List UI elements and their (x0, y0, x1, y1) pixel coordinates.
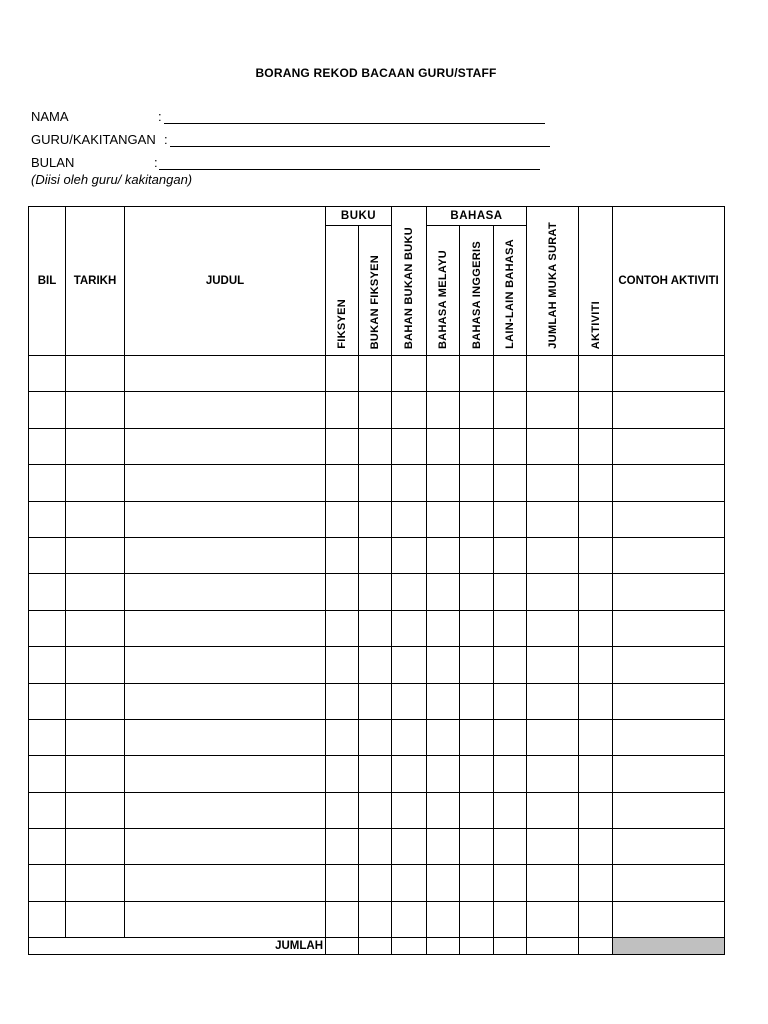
table-cell[interactable] (427, 392, 460, 428)
table-cell[interactable] (494, 574, 527, 610)
table-cell[interactable] (392, 428, 427, 464)
table-cell[interactable] (527, 537, 579, 573)
table-cell[interactable] (125, 865, 326, 901)
table-cell[interactable] (29, 610, 66, 646)
header-bahasa: BAHASA (427, 207, 527, 226)
table-cell[interactable] (29, 647, 66, 683)
table-cell[interactable] (613, 392, 725, 428)
table-cell[interactable] (579, 756, 613, 792)
table-cell[interactable] (494, 392, 527, 428)
header-aktiviti (579, 207, 613, 356)
table-cell[interactable] (579, 719, 613, 755)
header-aktiviti-text: AKTIVITI (589, 300, 602, 349)
table-cell[interactable] (326, 865, 359, 901)
table-cell[interactable] (579, 792, 613, 828)
table-cell[interactable] (359, 574, 392, 610)
table-cell[interactable] (427, 574, 460, 610)
table-cell[interactable] (494, 683, 527, 719)
table-cell[interactable] (579, 610, 613, 646)
table-cell[interactable] (494, 501, 527, 537)
table-cell[interactable] (359, 465, 392, 501)
table-cell[interactable] (613, 574, 725, 610)
table-cell[interactable] (427, 428, 460, 464)
table-cell[interactable] (29, 829, 66, 865)
total-cell[interactable] (527, 938, 579, 955)
table-cell[interactable] (579, 356, 613, 392)
total-label: JUMLAH (29, 938, 326, 955)
table-cell[interactable] (66, 829, 125, 865)
table-cell[interactable] (326, 428, 359, 464)
table-cell[interactable] (579, 465, 613, 501)
field-nama (31, 109, 162, 124)
table-row (29, 683, 725, 719)
table-cell[interactable] (125, 719, 326, 755)
table-row (29, 792, 725, 828)
table-row (29, 465, 725, 501)
header-bahasa-melayu-text: BAHASA MELAYU (437, 249, 450, 349)
table-row (29, 501, 725, 537)
table-row (29, 574, 725, 610)
table-cell[interactable] (125, 356, 326, 392)
table-cell[interactable] (613, 356, 725, 392)
table-cell[interactable] (427, 683, 460, 719)
table-cell[interactable] (427, 501, 460, 537)
table-cell[interactable] (392, 465, 427, 501)
header-bahan-bukan-buku (392, 207, 427, 356)
table-cell[interactable] (66, 719, 125, 755)
table-row (29, 428, 725, 464)
table-cell[interactable] (66, 501, 125, 537)
table-cell[interactable] (29, 356, 66, 392)
table-cell[interactable] (326, 792, 359, 828)
total-cell[interactable] (494, 938, 527, 955)
table-row (29, 719, 725, 755)
table-cell[interactable] (579, 647, 613, 683)
table-cell[interactable] (527, 356, 579, 392)
header-fiksyen (326, 226, 359, 356)
field-guru-line[interactable] (170, 146, 550, 147)
table-cell[interactable] (460, 392, 494, 428)
table-cell[interactable] (359, 901, 392, 937)
table-cell[interactable] (29, 683, 66, 719)
field-nama-line[interactable] (164, 123, 545, 124)
header-fiksyen-text: FIKSYEN (336, 299, 348, 349)
table-cell[interactable] (579, 901, 613, 937)
table-cell[interactable] (125, 465, 326, 501)
table-cell[interactable] (29, 392, 66, 428)
table-cell[interactable] (326, 683, 359, 719)
table-cell[interactable] (460, 356, 494, 392)
table-cell[interactable] (427, 756, 460, 792)
table-cell[interactable] (527, 829, 579, 865)
header-bil: BIL (29, 207, 66, 356)
table-cell[interactable] (579, 537, 613, 573)
table-cell[interactable] (392, 610, 427, 646)
table-cell[interactable] (326, 465, 359, 501)
table-cell[interactable] (326, 501, 359, 537)
table-cell[interactable] (460, 537, 494, 573)
table-cell[interactable] (579, 392, 613, 428)
table-cell[interactable] (66, 610, 125, 646)
table-cell[interactable] (527, 756, 579, 792)
table-cell[interactable] (392, 901, 427, 937)
table-cell[interactable] (392, 356, 427, 392)
table-cell[interactable] (579, 865, 613, 901)
table-cell[interactable] (494, 792, 527, 828)
table-cell[interactable] (326, 392, 359, 428)
table-cell[interactable] (527, 683, 579, 719)
table-cell[interactable] (359, 501, 392, 537)
table-cell[interactable] (579, 428, 613, 464)
table-cell[interactable] (460, 865, 494, 901)
table-cell[interactable] (527, 719, 579, 755)
table-cell[interactable] (359, 610, 392, 646)
table-cell[interactable] (29, 537, 66, 573)
header-bahasa-inggeris-text: BAHASA INGGERIS (470, 241, 483, 349)
table-cell[interactable] (613, 901, 725, 937)
table-cell[interactable] (125, 610, 326, 646)
table-cell[interactable] (613, 501, 725, 537)
table-cell[interactable] (613, 428, 725, 464)
table-row (29, 356, 725, 392)
table-cell[interactable] (29, 465, 66, 501)
table-cell[interactable] (427, 465, 460, 501)
table-cell[interactable] (427, 647, 460, 683)
table-cell[interactable] (579, 574, 613, 610)
table-row (29, 901, 725, 937)
table-cell[interactable] (494, 829, 527, 865)
table-row (29, 865, 725, 901)
table-cell[interactable] (125, 428, 326, 464)
table-cell[interactable] (494, 356, 527, 392)
header-bukan-fiksyen-text: BUKAN FIKSYEN (369, 254, 381, 349)
table-cell[interactable] (359, 829, 392, 865)
table-row (29, 829, 725, 865)
table-cell[interactable] (359, 865, 392, 901)
field-guru-label: GURU/KAKITANGAN (31, 132, 156, 147)
table-cell[interactable] (494, 756, 527, 792)
table-cell[interactable] (527, 610, 579, 646)
table-cell[interactable] (613, 756, 725, 792)
table-cell[interactable] (392, 865, 427, 901)
table-cell[interactable] (359, 683, 392, 719)
table-cell[interactable] (460, 574, 494, 610)
table-cell[interactable] (494, 537, 527, 573)
table-cell[interactable] (613, 719, 725, 755)
table-cell[interactable] (125, 537, 326, 573)
table-cell[interactable] (613, 647, 725, 683)
table-body (29, 356, 725, 955)
table-cell[interactable] (460, 428, 494, 464)
table-cell[interactable] (326, 574, 359, 610)
header-buku: BUKU (326, 207, 392, 226)
table-cell[interactable] (359, 356, 392, 392)
table-cell[interactable] (66, 465, 125, 501)
field-nama-label: NAMA (31, 109, 69, 124)
table-cell[interactable] (392, 719, 427, 755)
field-bulan (31, 155, 158, 170)
table-cell[interactable] (66, 537, 125, 573)
header-judul: JUDUL (125, 207, 326, 356)
table-cell[interactable] (66, 756, 125, 792)
field-nama-colon: : (158, 109, 162, 124)
table-cell[interactable] (427, 829, 460, 865)
table-cell[interactable] (392, 574, 427, 610)
table-cell[interactable] (427, 537, 460, 573)
table-cell[interactable] (125, 501, 326, 537)
table-cell[interactable] (579, 683, 613, 719)
table-cell[interactable] (527, 865, 579, 901)
fill-note: (Diisi oleh guru/ kakitangan) (31, 172, 193, 187)
table-cell[interactable] (427, 610, 460, 646)
table-cell[interactable] (29, 901, 66, 937)
form-title: BORANG REKOD BACAAN GURU/STAFF (255, 66, 497, 80)
table-cell[interactable] (359, 719, 392, 755)
table-cell[interactable] (460, 792, 494, 828)
table-cell[interactable] (29, 792, 66, 828)
table-cell[interactable] (527, 392, 579, 428)
table-cell[interactable] (326, 647, 359, 683)
table-cell[interactable] (29, 865, 66, 901)
table-cell[interactable] (460, 901, 494, 937)
table-cell[interactable] (494, 901, 527, 937)
table-cell[interactable] (392, 829, 427, 865)
header-jumlah-muka-surat (527, 207, 579, 356)
reading-record-table (28, 206, 725, 955)
table-cell[interactable] (494, 647, 527, 683)
table-row (29, 537, 725, 573)
table-cell[interactable] (392, 756, 427, 792)
table-cell[interactable] (392, 392, 427, 428)
table-cell[interactable] (392, 647, 427, 683)
table-cell[interactable] (494, 865, 527, 901)
table-cell[interactable] (460, 647, 494, 683)
total-cell[interactable] (359, 938, 392, 955)
table-cell[interactable] (66, 901, 125, 937)
table-cell[interactable] (125, 792, 326, 828)
table-cell[interactable] (359, 392, 392, 428)
table-cell[interactable] (392, 683, 427, 719)
table-cell[interactable] (427, 356, 460, 392)
header-contoh-aktiviti: CONTOH AKTIVITI (613, 207, 725, 356)
table-cell[interactable] (613, 610, 725, 646)
table-cell[interactable] (460, 683, 494, 719)
table-cell[interactable] (392, 537, 427, 573)
header-bahasa-inggeris (460, 226, 494, 356)
table-cell[interactable] (29, 719, 66, 755)
table-cell[interactable] (460, 501, 494, 537)
field-guru-kakitangan (31, 132, 168, 147)
table-cell[interactable] (29, 574, 66, 610)
table-cell[interactable] (392, 792, 427, 828)
table-cell[interactable] (527, 901, 579, 937)
header-tarikh: TARIKH (66, 207, 125, 356)
table-cell[interactable] (359, 792, 392, 828)
table-cell[interactable] (125, 647, 326, 683)
header-lain-lain-bahasa (494, 226, 527, 356)
table-cell[interactable] (359, 756, 392, 792)
table-cell[interactable] (494, 465, 527, 501)
table-cell[interactable] (29, 756, 66, 792)
table-cell[interactable] (125, 901, 326, 937)
table-cell[interactable] (66, 356, 125, 392)
table-row (29, 647, 725, 683)
header-bahasa-melayu (427, 226, 460, 356)
total-cell[interactable] (392, 938, 427, 955)
table-cell[interactable] (29, 501, 66, 537)
table-cell[interactable] (427, 792, 460, 828)
table-cell[interactable] (527, 501, 579, 537)
table-cell[interactable] (460, 610, 494, 646)
field-bulan-colon: : (154, 155, 158, 170)
table-cell[interactable] (613, 829, 725, 865)
total-cell[interactable] (460, 938, 494, 955)
table-cell[interactable] (427, 901, 460, 937)
table-cell[interactable] (359, 537, 392, 573)
table-cell[interactable] (66, 428, 125, 464)
header-bahan-bukan-buku-text: BAHAN BUKAN BUKU (403, 226, 416, 349)
table-cell[interactable] (66, 683, 125, 719)
field-guru-colon: : (164, 132, 168, 147)
table-cell[interactable] (527, 428, 579, 464)
table-cell[interactable] (359, 428, 392, 464)
table-cell[interactable] (579, 829, 613, 865)
table-cell[interactable] (527, 792, 579, 828)
table-cell[interactable] (125, 756, 326, 792)
table-cell[interactable] (527, 465, 579, 501)
table-row (29, 610, 725, 646)
table-cell[interactable] (460, 719, 494, 755)
table-cell[interactable] (613, 537, 725, 573)
table-cell[interactable] (326, 901, 359, 937)
table-cell[interactable] (613, 683, 725, 719)
table-cell[interactable] (460, 829, 494, 865)
table-cell[interactable] (494, 719, 527, 755)
total-cell-shaded (613, 938, 725, 955)
header-lain-lain-bahasa-text: LAIN-LAIN BAHASA (504, 239, 517, 349)
table-cell[interactable] (125, 829, 326, 865)
table-cell[interactable] (613, 465, 725, 501)
field-bulan-label: BULAN (31, 155, 75, 170)
table-cell[interactable] (125, 392, 326, 428)
table-cell[interactable] (326, 537, 359, 573)
total-cell[interactable] (427, 938, 460, 955)
table-cell[interactable] (527, 647, 579, 683)
table-cell[interactable] (427, 865, 460, 901)
table-cell[interactable] (66, 865, 125, 901)
table-cell[interactable] (326, 829, 359, 865)
table-cell[interactable] (125, 683, 326, 719)
table-cell[interactable] (66, 574, 125, 610)
table-cell[interactable] (66, 392, 125, 428)
table-cell[interactable] (613, 865, 725, 901)
table-cell[interactable] (392, 501, 427, 537)
table-cell[interactable] (527, 574, 579, 610)
table-cell[interactable] (494, 428, 527, 464)
table-cell[interactable] (427, 719, 460, 755)
table-cell[interactable] (326, 756, 359, 792)
field-bulan-line[interactable] (159, 169, 540, 170)
table-row (29, 392, 725, 428)
table-cell[interactable] (29, 428, 66, 464)
table-cell[interactable] (460, 756, 494, 792)
table-cell[interactable] (359, 647, 392, 683)
table-cell[interactable] (326, 356, 359, 392)
header-bukan-fiksyen (359, 226, 392, 356)
total-cell[interactable] (579, 938, 613, 955)
header-jumlah-muka-surat-text: JUMLAH MUKA SURAT (546, 222, 559, 349)
table-cell[interactable] (494, 610, 527, 646)
total-row (29, 938, 725, 955)
table-cell[interactable] (326, 610, 359, 646)
table-row (29, 756, 725, 792)
table-cell[interactable] (125, 574, 326, 610)
table-cell[interactable] (460, 465, 494, 501)
table-cell[interactable] (326, 719, 359, 755)
table-cell[interactable] (613, 792, 725, 828)
table-cell[interactable] (66, 792, 125, 828)
table-cell[interactable] (579, 501, 613, 537)
table-cell[interactable] (66, 647, 125, 683)
total-cell[interactable] (326, 938, 359, 955)
